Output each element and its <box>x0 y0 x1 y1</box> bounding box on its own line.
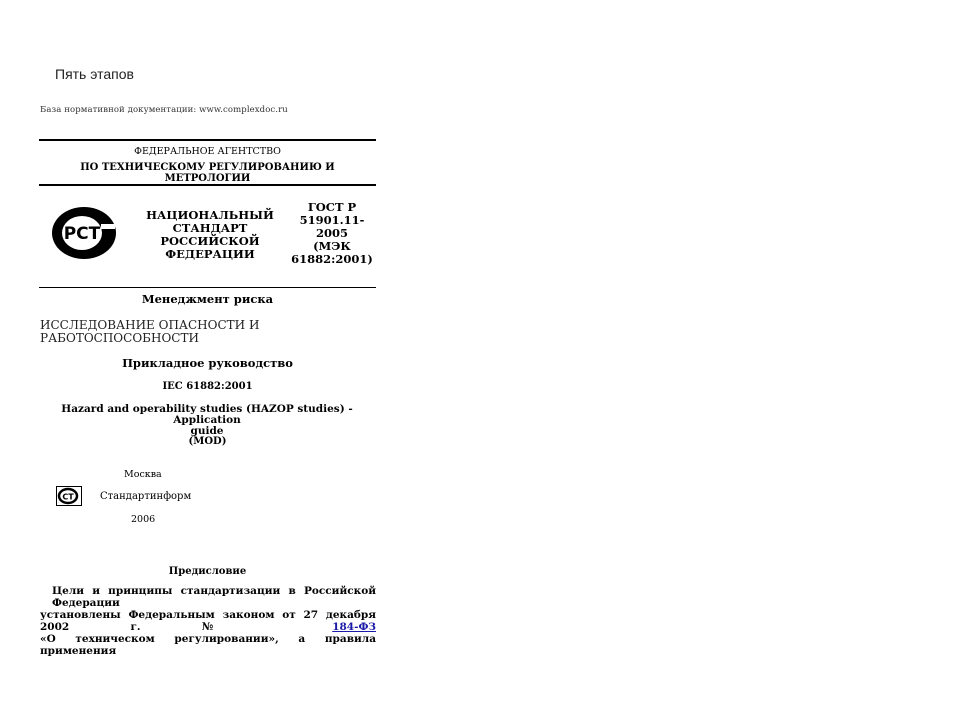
source-line: База нормативной документации: www.complexdoc.ru <box>40 105 288 115</box>
rst-logo-icon <box>49 204 119 262</box>
slide-title: Пять этапов <box>55 66 134 82</box>
gost-code-line: 2005 <box>315 226 348 240</box>
preface-title: Предисловие <box>168 566 247 577</box>
gost-code-line: 51901.11- <box>299 213 365 227</box>
preface-line: «О техническом регулировании», а правила применения <box>40 633 376 657</box>
mod-label: (MOD) <box>188 436 227 447</box>
national-standard-line: РОССИЙСКОЙ <box>160 234 260 248</box>
iec-code: IEC 61882:2001 <box>162 381 253 392</box>
preface-line <box>40 609 376 633</box>
national-standard-line: СТАНДАРТ <box>172 221 248 235</box>
scanned-document <box>36 100 378 657</box>
gost-code <box>288 201 376 266</box>
agency-rule <box>39 184 376 186</box>
english-title-line: guide <box>190 425 224 437</box>
national-standard-line: ФЕДЕРАЦИИ <box>165 247 255 261</box>
document-header: Менеджмент риска <box>141 292 274 306</box>
standartinform-logo-icon <box>56 486 82 506</box>
city: Москва <box>124 469 162 480</box>
publisher: Стандартинформ <box>100 491 192 502</box>
gost-code-line: ГОСТ Р <box>307 200 357 214</box>
national-standard-line: НАЦИОНАЛЬНЫЙ <box>146 208 274 222</box>
law-link[interactable]: 184-ФЗ <box>332 621 376 633</box>
agency-line-1: ФЕДЕРАЛЬНОЕ АГЕНТСТВО <box>134 146 281 157</box>
subject-line: ИССЛЕДОВАНИЕ ОПАСНОСТИ И <box>40 318 260 332</box>
english-title <box>44 404 370 437</box>
agency-line-2: ПО ТЕХНИЧЕСКОМУ РЕГУЛИРОВАНИЮ И МЕТРОЛОГИИ <box>80 162 335 184</box>
gost-code-line: 61882:2001) <box>291 252 373 266</box>
year: 2006 <box>131 514 156 525</box>
gost-code-line: (МЭК <box>313 239 351 253</box>
preface-text <box>40 585 376 657</box>
document-subject <box>40 319 270 345</box>
preface-line: Цели и принципы стандартизации в Российской Федерации <box>52 585 376 609</box>
header-rule <box>39 287 376 288</box>
preface-line-text: установлены Федеральным законом от 27 декабря 2002 г. № <box>40 609 376 633</box>
logo-small-text: СТ <box>62 492 74 502</box>
english-title-line: Hazard and operability studies (HAZOP studies) - Application <box>61 403 353 426</box>
logo-big-text: РСТ <box>63 224 101 244</box>
subject-line: РАБОТОСПОСОБНОСТИ <box>40 331 199 345</box>
guide-title: Прикладное руководство <box>122 356 293 370</box>
national-standard <box>140 209 280 261</box>
top-rule <box>39 139 376 141</box>
